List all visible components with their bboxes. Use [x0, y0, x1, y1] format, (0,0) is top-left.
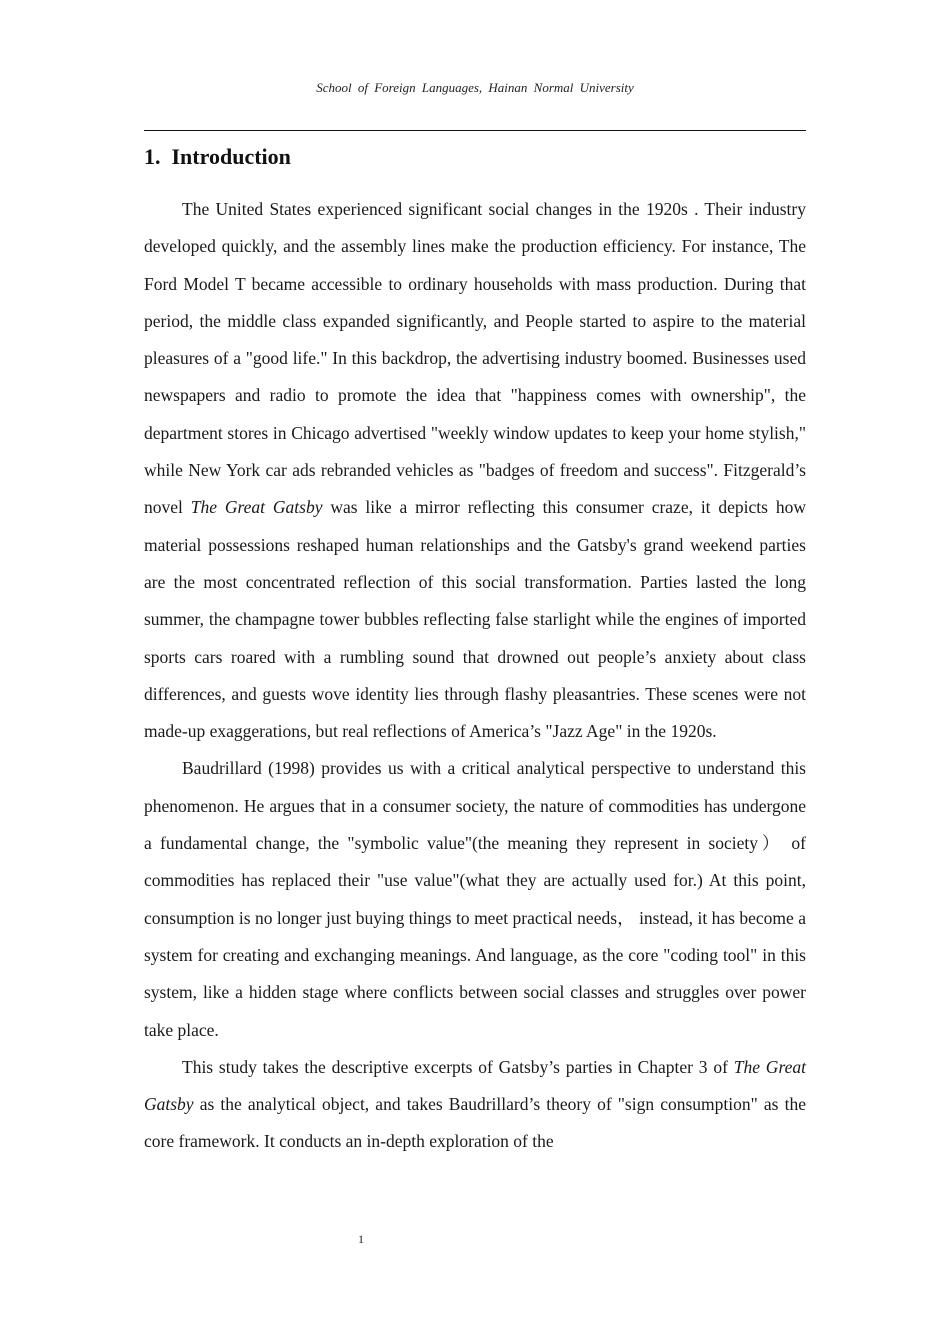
paragraph-3-text-a: This study takes the descriptive excerpts of Gatsby’s parties in Chapter 3 of — [182, 1056, 734, 1077]
body-text — [144, 191, 806, 1161]
paragraph-1-text-a: The United States experienced significant social changes in the 1920s . Their industry developed quickly, and the assembly lines make the production efficiency. For instance, The Ford Model T became accessible to ordinary households with mass production. During that period, the middle class expanded significantly, and People started to aspire to the material pleasures of a "good life." In this backdrop, the advertising industry boomed. Businesses used newspapers and radio to promote the idea that "happiness comes with ownership", the department stores in Chicago advertised "weekly window updates to keep your home stylish," while New York car ads rebranded vehicles as "badges of freedom and success". Fitzgerald’s novel — [144, 199, 806, 518]
paragraph-3 — [144, 1049, 806, 1161]
paragraph-3-text-b: as the analytical object, and takes Baudrillard’s theory of "sign consumption" as the core framework. It conducts an in-depth exploration of the — [144, 1094, 806, 1152]
paragraph-1-text-b: was like a mirror reflecting this consumer craze, it depicts how material possessions reshaped human relationships and the Gatsby's grand weekend parties are the most concentrated reflection of this social transformation. Parties lasted the long summer, the champagne tower bubbles reflecting false starlight while the engines of imported sports cars roared with a rumbling sound that drowned out people’s anxiety about class differences, and guests wove identity lies through flashy pleasantries. These scenes were not made-up exaggerations, but real reflections of America’s "Jazz Age" in the 1920s. — [144, 497, 806, 742]
section-heading: 1. Introduction — [144, 144, 291, 169]
book-title: The Great Gatsby — [144, 1056, 806, 1115]
running-header: School of Foreign Languages, Hainan Normal University — [316, 80, 634, 95]
book-title: The Great Gatsby — [190, 497, 323, 518]
header-divider — [144, 130, 806, 131]
paragraph-2: Baudrillard (1998) provides us with a critical analytical perspective to understand this phenomenon. He argues that in a consumer society, the nature of commodities has undergone a fundamental change, the "symbolic value"(the meaning they represent in society） of commodities has replaced their "use value"(what they are actually used for.) At this point, consumption is no longer just buying things to meet practical needs， instead, it has become a system for creating and exchanging meanings. And language, as the core "coding tool" in this system, like a hidden stage where conflicts between social classes and struggles over power take place. — [144, 758, 806, 1040]
paragraph-1 — [144, 191, 806, 750]
page-number: 1 — [358, 1232, 364, 1246]
